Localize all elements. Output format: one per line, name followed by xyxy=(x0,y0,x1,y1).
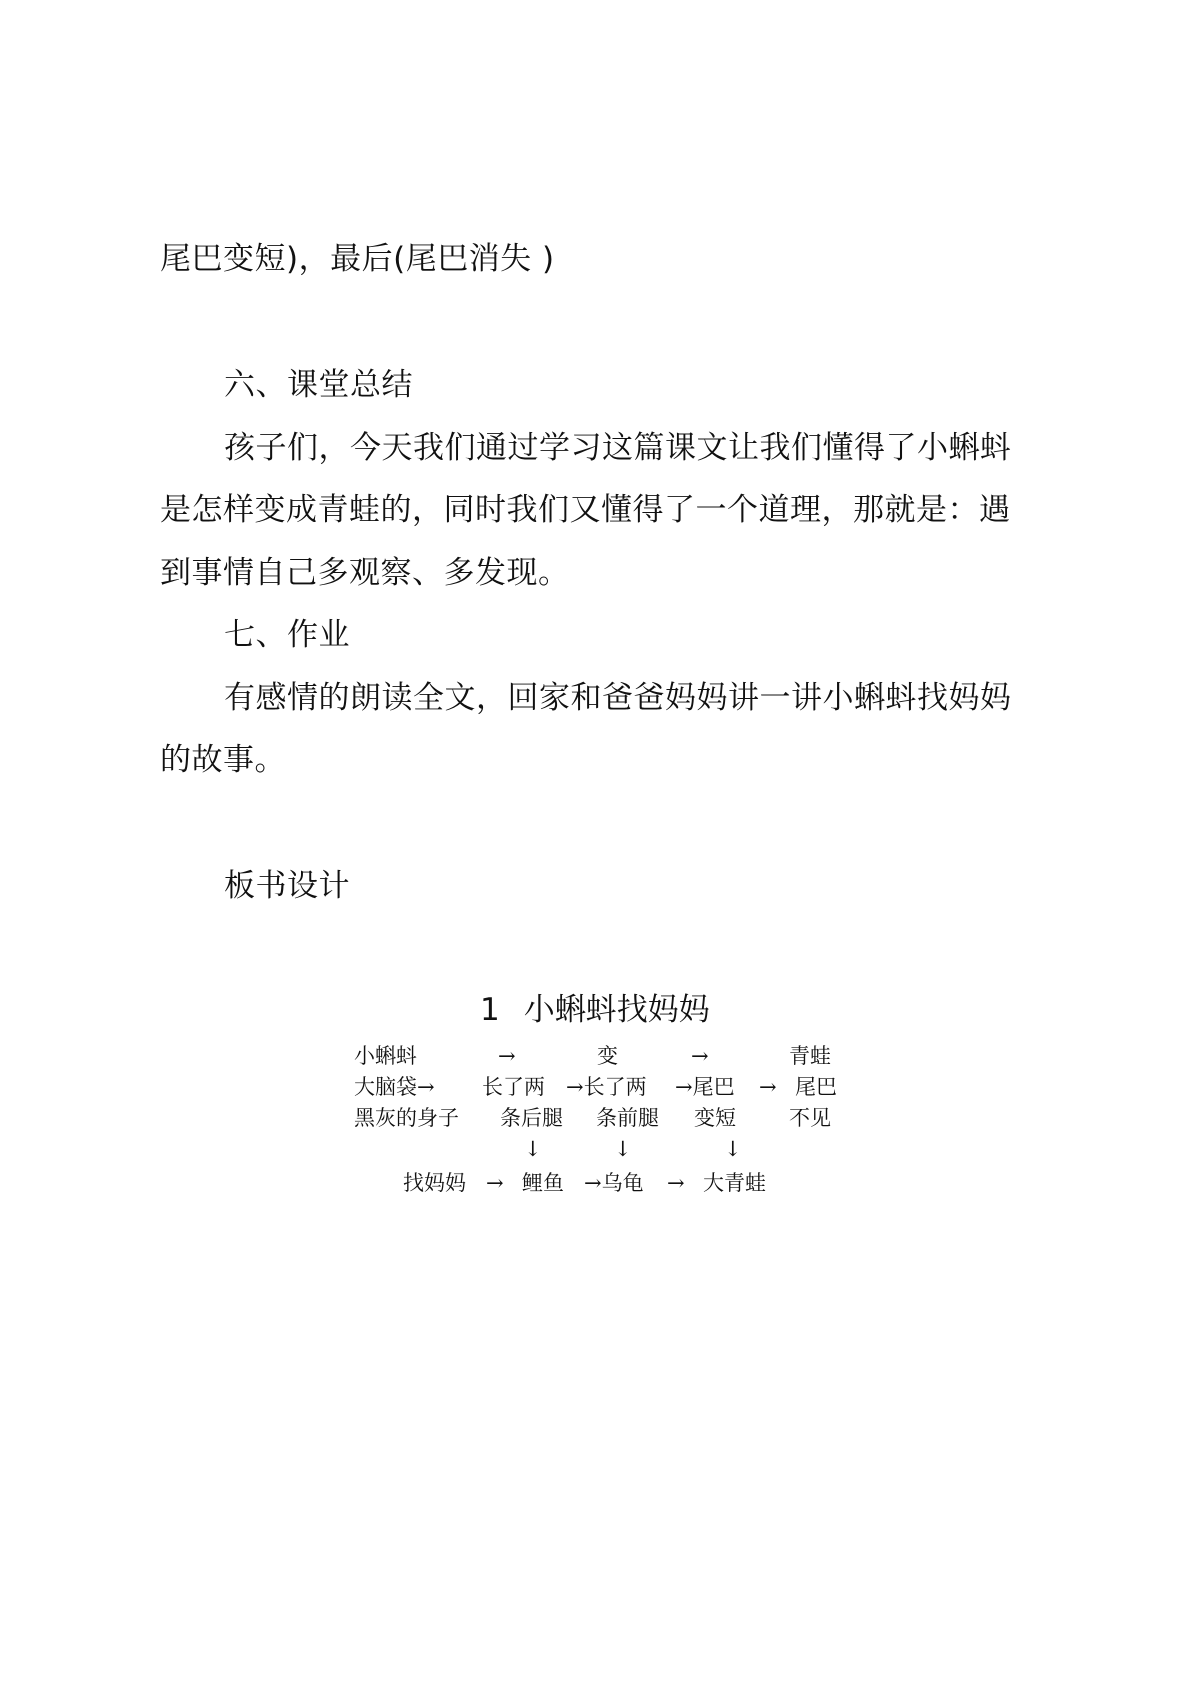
board-cell: 条前腿 xyxy=(596,1106,659,1130)
section-heading-homework: 七、作业 xyxy=(224,617,350,653)
homework-line-1: 有感情的朗读全文，回家和爸爸妈妈讲一讲小蝌蚪找妈妈 xyxy=(224,680,1012,716)
section-heading-summary: 六、课堂总结 xyxy=(224,367,413,403)
board-title xyxy=(480,990,710,1030)
board-arrow: → xyxy=(759,1075,777,1099)
board-cell: 条后腿 xyxy=(500,1106,563,1130)
board-design-heading: 板书设计 xyxy=(224,868,350,904)
board-cell: 不见 xyxy=(789,1106,831,1130)
board-cell: 变短 xyxy=(694,1106,736,1130)
summary-line-1: 孩子们，今天我们通过学习这篇课文让我们懂得了小蝌蚪 xyxy=(224,430,1012,466)
board-cell: 变 xyxy=(597,1044,618,1068)
board-arrow: → xyxy=(486,1171,504,1195)
board-cell: 小蝌蚪 xyxy=(354,1044,417,1068)
board-cell: 鲤鱼 xyxy=(522,1171,564,1195)
board-cell: →尾巴 xyxy=(675,1075,735,1099)
board-down-arrow: ↓ xyxy=(614,1137,632,1161)
board-title-text: 小蝌蚪找妈妈 xyxy=(523,992,710,1028)
board-cell: →长了两 xyxy=(566,1075,647,1099)
board-cell: 长了两 xyxy=(482,1075,545,1099)
board-arrow: → xyxy=(691,1044,709,1068)
board-down-arrow: ↓ xyxy=(724,1137,742,1161)
summary-line-3: 到事情自己多观察、多发现。 xyxy=(160,555,570,591)
board-down-arrow: ↓ xyxy=(524,1137,542,1161)
board-cell: 青蛙 xyxy=(789,1044,831,1068)
board-arrow: → xyxy=(667,1171,685,1195)
board-cell: 黑灰的身子 xyxy=(354,1106,459,1130)
board-cell: →乌龟 xyxy=(584,1171,644,1195)
board-arrow: → xyxy=(498,1044,516,1068)
summary-line-2: 是怎样变成青蛙的，同时我们又懂得了一个道理，那就是：遇 xyxy=(160,492,1011,528)
homework-line-2: 的故事。 xyxy=(160,742,286,778)
board-cell: 找妈妈 xyxy=(403,1171,466,1195)
paragraph-tail: 尾巴变短)，最后(尾巴消失 ) xyxy=(160,241,555,277)
board-cell: 尾巴 xyxy=(795,1075,837,1099)
board-cell: 大脑袋→ xyxy=(354,1075,435,1099)
board-title-number: 1 xyxy=(480,992,500,1028)
board-cell: 大青蛙 xyxy=(703,1171,766,1195)
